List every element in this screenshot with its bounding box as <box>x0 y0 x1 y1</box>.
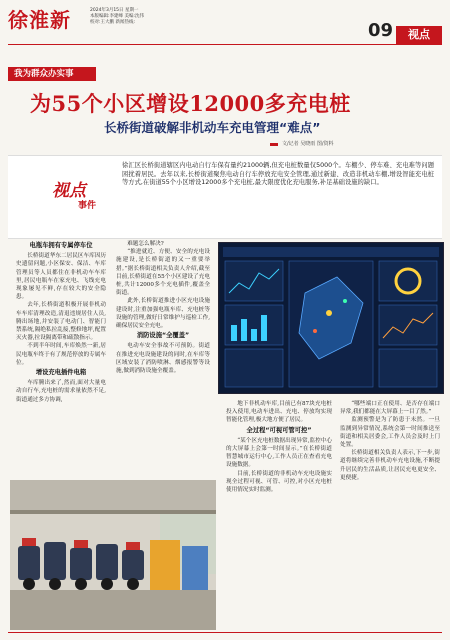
paragraph: 去年,长桥街道积极开展非机动车车库清理改造,清退违规居住人员,腾出场地,并安装了电动门、智能门禁系统,隔绝私拉乱接,整修地坪,配置灭火器,拉设隔离带和疏散指示。 <box>16 302 106 342</box>
article-column-2 <box>116 240 210 375</box>
top-rule <box>8 44 442 45</box>
section-heading: 增设充电插件电箱 <box>35 369 87 377</box>
byline-marker <box>270 143 278 146</box>
bottom-rule <box>8 632 442 633</box>
masthead-meta <box>90 8 144 26</box>
section-heading: 电瓶车拥有专属停车位 <box>29 242 93 249</box>
page-number: 09 <box>368 20 394 41</box>
subheadline: 长桥街道破解非机动车充电管理“难点” <box>104 120 321 135</box>
article-column-4 <box>340 400 440 482</box>
meta-line-2: 本版编辑:李建峰 美编:沈伟 <box>90 14 144 19</box>
paragraph: 监测预警是为了防患于未然。一旦监测到异常情况,系统会第一时间推送至街道和相关居委会,工作人员会及时上门处置。 <box>340 417 440 449</box>
paragraph: 长桥街道相关负责人表示,下一步,街道将继续完善非机动车充电设施,不断提升居民的生活品质,让居民充电更安全、更便捷。 <box>340 450 440 481</box>
masthead-logo: 徐淮新 <box>8 8 71 32</box>
bike-shed-photo <box>10 480 216 630</box>
paragraph: 此外,长桥街道推进小区充电设施建设时,注重加强电瓶车库、充电桩等设施的管理,做好日常维护与巡检工作,确保居民安全充电。 <box>116 298 210 330</box>
dashboard-illustration <box>219 243 443 393</box>
paragraph: 车库腾出来了,然而,面对大量电动自行车,充电桩的需求量依然不足,街道通过多方协调, <box>16 380 106 403</box>
paragraph: “推进就近、方便、安全的充电设施建设,是长桥街道的又一重要举措。”据长桥街道相关负责人介绍,截至目前,长桥街道在55个小区建设了充电桩,共计12000多个充电插件,覆盖全街道。 <box>116 249 210 297</box>
section-label: 视点 <box>396 26 442 44</box>
viewpoint-title: 视点 <box>52 181 86 201</box>
paragraph: 地下非机动车库,目前已有87块充电桩投入使用,电动车进出、充电、停放均实现智能化管理,极大地方便了居民。 <box>226 401 332 424</box>
monitoring-screen-photo <box>218 242 444 394</box>
bike-shed-illustration <box>10 480 216 630</box>
headline: 为55个小区增设12000多充电桩 <box>30 91 351 116</box>
meta-line-3: 校对:王大鹏 新闻热线: <box>90 20 135 25</box>
paragraph: 目前,长桥街道的非机动车充电设施实现全过程可视、可管、可控,对小区充电桩使用情况实时监测。 <box>226 470 332 494</box>
article-column-3 <box>226 400 332 494</box>
paragraph: “某个区充电桩数据出现异常,监控中心的大屏幕上会第一时间显示。”在长桥街道智慧城市运行中心,工作人员正在查看充电设施数据。 <box>226 437 332 469</box>
paragraph: 不到半年时间,车库焕然一新,居民电瓶车终于有了规范停放的专属车位。 <box>16 343 106 366</box>
paragraph: 难题怎么解决? <box>127 241 164 247</box>
meta-line-1: 2024年3月15日 星期一 <box>90 8 139 13</box>
column-tag: 我为群众办实事 <box>8 67 96 81</box>
viewpoint-subtitle: 事件 <box>78 201 97 211</box>
article-column-1 <box>16 240 106 404</box>
paragraph: 长桥街道华东二居民区车库因历史遗留问题,小区保安、保洁、车库管理员等人员都住在非机动车车库里,居民电瓶车在家充电、飞线充电现象屡见不鲜,存在较大的安全隐患。 <box>16 253 106 301</box>
paragraph: 电动车安全事故不可预防。街道在推进充电设施建设的同时,在车库等区域安装了消防喷淋、烟感报警等设施,做到消防设施全覆盖。 <box>116 343 210 375</box>
lead-paragraph: 徐汇区长桥街道辖区内电动自行车保有量约21000辆,但充电桩数量仅5000个。车棚少、停车难、充电难等问题困扰着居民。去年以来,长桥街道聚焦电动自行车停放充电安全管理,通过新建、改造非机动车棚,增设智能充电桩等方式,在街道55个小区增设12000多个充电桩,最大限度优化充电服务,补足基础设施的缺口。 <box>122 162 434 187</box>
section-heading: 全过程“可视可管可控” <box>246 426 312 434</box>
section-heading: 消防设施“全覆盖” <box>136 332 190 340</box>
paragraph: “哪些端口正在使用、是否存在端口异常,我们都能在大屏幕上一目了然。” <box>340 401 440 416</box>
byline: 文/记者 吴晓雨 图/资料 <box>282 141 334 147</box>
